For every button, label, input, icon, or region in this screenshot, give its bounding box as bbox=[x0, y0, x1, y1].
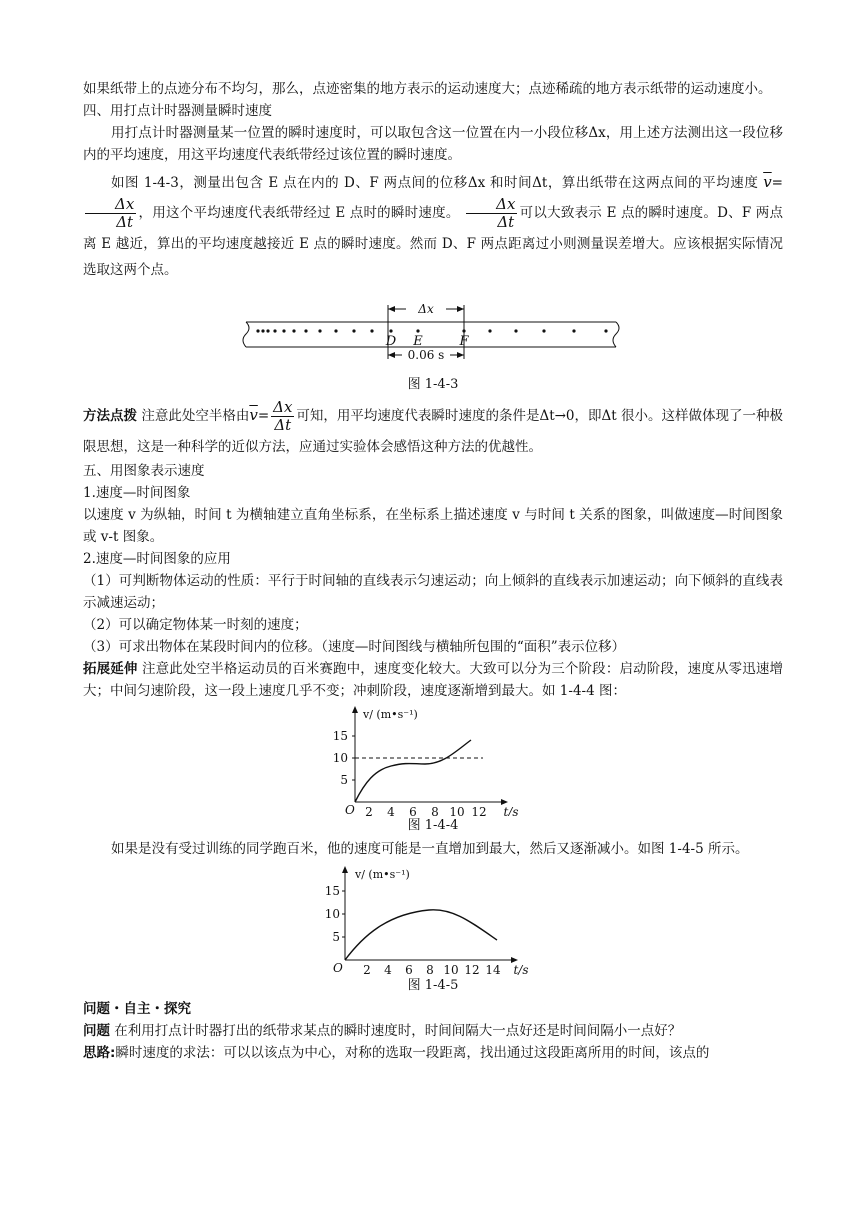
method-text-a: 注意此处空半格由 bbox=[141, 408, 250, 424]
paragraph-untrained-runner: 如果是没有受过训练的同学跑百米，他的速度可能是一直增加到最大，然后又逐渐减小。如图 1-4-5 所示。 bbox=[111, 841, 749, 857]
fraction-dx-dt-2 bbox=[466, 196, 517, 231]
page-content bbox=[83, 78, 783, 1064]
question-label: 问题 bbox=[83, 1023, 110, 1039]
tape-point-D: D bbox=[385, 334, 397, 349]
x-tick: 2 bbox=[363, 963, 371, 976]
y-tick-10: 10 bbox=[324, 907, 340, 921]
y-tick-15: 15 bbox=[333, 729, 348, 743]
v-bar-symbol: $\overline{v}$ bbox=[249, 406, 258, 424]
list-item-3: （3）可求出物体在某段时间内的位移。（速度—时间图线与横轴所包围的“面积”表示位移） bbox=[83, 639, 626, 655]
paragraph-uneven-dots: 如果纸带上的点迹分布不均匀，那么，点迹密集的地方表示的运动速度大；点迹稀疏的地方表示纸带的运动速度小。 bbox=[83, 81, 772, 97]
text-part-c: 可以大致表示 E 点的瞬时速度。D、F 两点离 E 越近，算出的平均速度越接近 E 点的瞬时速度。然而 D、F 两点距离过小则测量误差增大。应该根据实际情况选取这两个点。 bbox=[83, 205, 783, 278]
tape-point-F: F bbox=[459, 334, 469, 349]
subheading-vt-application: 2.速度—时间图象的应用 bbox=[83, 551, 231, 567]
idea-paragraph bbox=[83, 1042, 783, 1064]
fraction-numerator: Δx bbox=[466, 196, 517, 214]
x-tick: 10 bbox=[443, 963, 459, 976]
y-axis-label: v/ (m•s⁻¹) bbox=[363, 708, 418, 721]
x-tick: 8 bbox=[426, 963, 434, 976]
figure-caption-143: 图 1-4-3 bbox=[407, 377, 459, 392]
question-heading: 问题・自主・探究 bbox=[83, 1001, 191, 1017]
extension-paragraph bbox=[83, 658, 783, 702]
equals-sign: = bbox=[771, 175, 783, 191]
subheading-vt-graph: 1.速度—时间图象 bbox=[83, 485, 191, 501]
equals-sign: = bbox=[257, 408, 270, 424]
fraction-dx-dt bbox=[85, 196, 136, 231]
paragraph-vt-definition: 以速度 v 为纵轴，时间 t 为横轴建立直角坐标系，在坐标系上描述速度 v 与时间 t 关系的图象，叫做速度—时间图象或 v-t 图象。 bbox=[83, 507, 783, 545]
paragraph-figure-143 bbox=[83, 169, 783, 283]
y-tick-10: 10 bbox=[333, 751, 348, 765]
paper-tape-figure bbox=[238, 297, 628, 369]
tape-dx-label: Δx bbox=[418, 302, 434, 316]
method-paragraph bbox=[83, 399, 783, 460]
extension-text: 注意此处空半格运动员的百米赛跑中，速度变化较大。大致可以分为三个阶段：启动阶段，速度从零迅速增大；中间匀速阶段，这一段上速度几乎不变；冲刺阶段，速度逐渐增到最大。如 1-4-4 图： bbox=[83, 661, 784, 699]
origin-label: O bbox=[345, 803, 355, 816]
extension-label: 拓展延伸 bbox=[83, 661, 138, 677]
section-heading-5: 五、用图象表示速度 bbox=[83, 463, 205, 479]
section-heading-4: 四、用打点计时器测量瞬时速度 bbox=[83, 103, 272, 119]
x-axis-label: t/s bbox=[513, 963, 529, 976]
v-bar-symbol: $\overline{v}$ bbox=[763, 173, 772, 191]
fraction-dx-dt-3 bbox=[271, 399, 294, 434]
y-axis-label: v/ (m•s⁻¹) bbox=[355, 868, 410, 881]
vt-graph-145 bbox=[323, 864, 543, 976]
fraction-numerator: Δx bbox=[85, 196, 136, 214]
fraction-denominator: Δt bbox=[116, 213, 134, 231]
tape-point-E: E bbox=[413, 334, 423, 349]
figure-caption-144: 图 1-4-4 bbox=[407, 818, 459, 833]
idea-label: 思路: bbox=[83, 1045, 116, 1061]
question-text: 在利用打点计时器打出的纸带求某点的瞬时速度时，时间间隔大一点好还是时间间隔小一点好？ bbox=[114, 1023, 682, 1039]
x-tick: 12 bbox=[471, 805, 487, 816]
x-tick: 10 bbox=[449, 805, 465, 816]
fraction-denominator: Δt bbox=[497, 213, 515, 231]
x-tick: 12 bbox=[464, 963, 480, 976]
x-tick: 6 bbox=[409, 805, 417, 816]
x-tick: 4 bbox=[387, 805, 395, 816]
x-axis-label: t/s bbox=[503, 805, 519, 816]
list-item-1: （1）可判断物体运动的性质：平行于时间轴的直线表示匀速运动；向上倾斜的直线表示加速运动；向下倾斜的直线表示减速运动； bbox=[83, 573, 783, 611]
method-label: 方法点拨 bbox=[83, 408, 138, 424]
x-tick: 2 bbox=[365, 805, 373, 816]
fraction-numerator: Δx bbox=[273, 398, 293, 416]
figure-caption-145: 图 1-4-5 bbox=[407, 978, 459, 993]
y-tick-15: 15 bbox=[324, 884, 340, 898]
tape-dt-label: 0.06 s bbox=[407, 348, 445, 362]
paragraph-instant-speed: 用打点计时器测量某一位置的瞬时速度时，可以取包含这一位置在内一小段位移Δx，用上述方法测出这一段位移内的平均速度，用这平均速度代表纸带经过该位置的瞬时速度。 bbox=[83, 125, 783, 163]
origin-label: O bbox=[333, 961, 343, 975]
text-part-b: ，用这个平均速度代表纸带经过 E 点时的瞬时速度。 bbox=[138, 205, 460, 221]
x-tick: 8 bbox=[431, 805, 439, 816]
list-item-2: （2）可以确定物体某一时刻的速度； bbox=[83, 617, 308, 633]
question-paragraph bbox=[83, 1020, 783, 1042]
text-part-a: 如图 1-4-3，测量出包含 E 点在内的 D、F 两点间的位移Δx 和时间Δt，算出纸带在这两点间的平均速度 bbox=[111, 175, 759, 191]
method-text-b: 可知，用平均速度代表瞬时速度的条件是Δt→0，即Δt 很小。这样做体现了一种极限思想，这是一种科学的近似方法，应通过实验体会感悟这种方法的优越性。 bbox=[83, 408, 784, 455]
x-tick: 4 bbox=[384, 963, 392, 976]
fraction-denominator: Δt bbox=[274, 416, 292, 434]
idea-text: 瞬时速度的求法：可以以该点为中心，对称的选取一段距离，找出通过这段距离所用的时间，该点的 bbox=[115, 1045, 710, 1061]
vt-graph-144 bbox=[333, 704, 533, 816]
y-tick-5: 5 bbox=[332, 930, 340, 944]
x-tick: 14 bbox=[485, 963, 501, 976]
x-tick: 6 bbox=[405, 963, 413, 976]
y-tick-5: 5 bbox=[340, 773, 348, 787]
